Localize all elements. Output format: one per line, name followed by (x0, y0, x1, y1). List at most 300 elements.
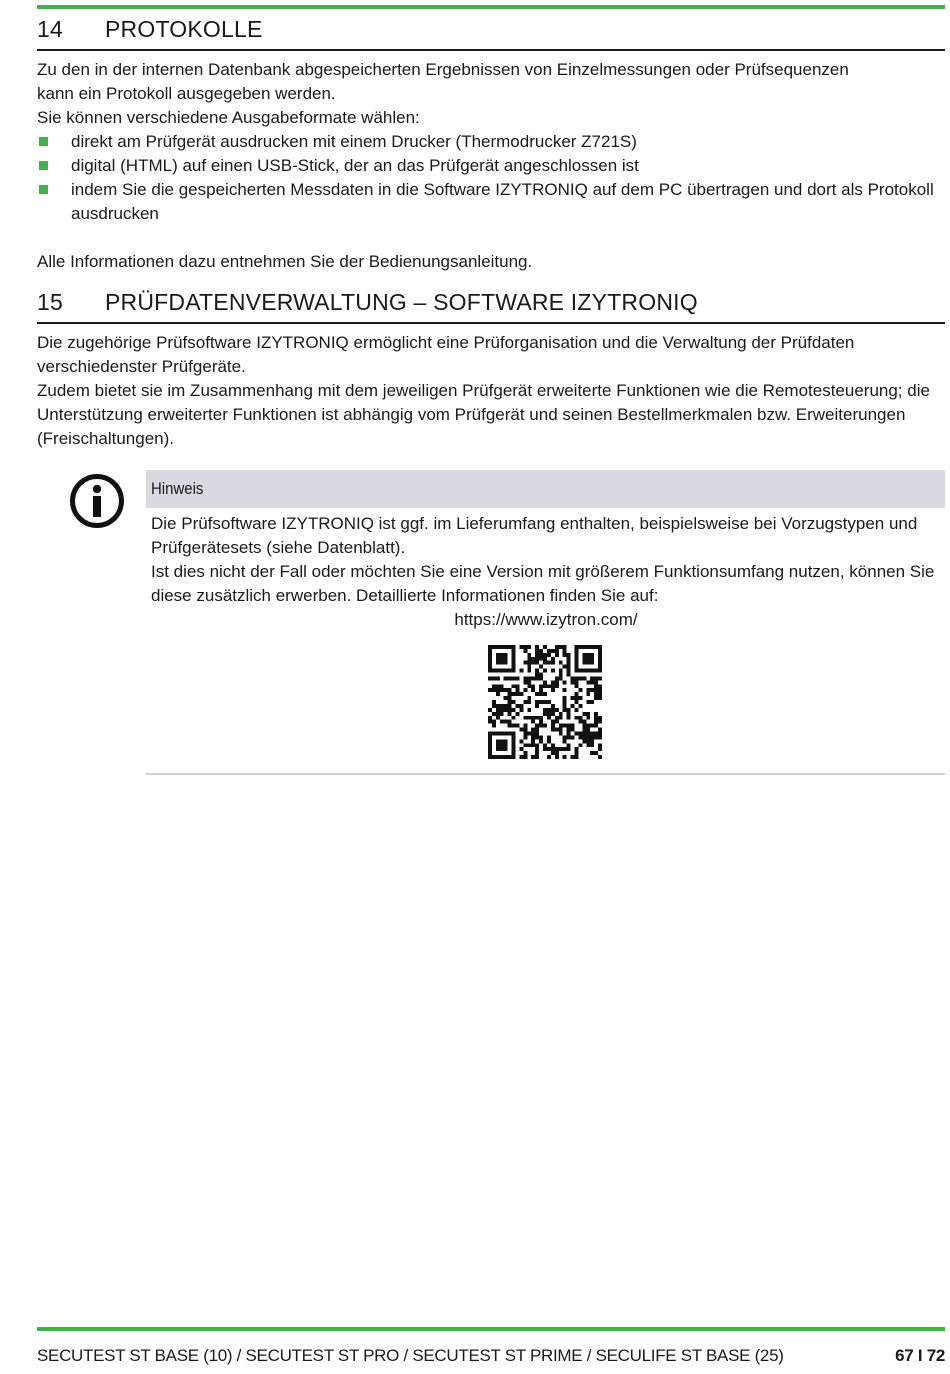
qr-module (590, 680, 594, 684)
qr-module (500, 661, 504, 665)
qr-module (551, 712, 555, 716)
qr-module (586, 669, 590, 673)
qr-module (512, 743, 516, 747)
qr-module (523, 724, 527, 728)
qr-module (504, 669, 508, 673)
qr-module (504, 743, 508, 747)
qr-module (594, 735, 598, 739)
qr-module (527, 661, 531, 665)
qr-module (567, 665, 571, 669)
qr-module (567, 731, 571, 735)
paragraph: Zudem bietet sie im Zusammenhang mit dem jeweiligen Prüfgerät erweiterte Funktionen wie die Remotesteuerung; die Unterstützung erweiterter Funktionen ist abhängig vom Prüfgerät und seinen Bestellmerkmalen bzw. Erweiterungen (Freischaltungen). (37, 381, 930, 448)
qr-module (496, 684, 500, 688)
qr-module (578, 731, 582, 735)
section-number: 14 (37, 16, 63, 42)
qr-module (559, 716, 563, 720)
qr-module (551, 649, 555, 653)
qr-module (527, 708, 531, 712)
footer-product-line: SECUTEST ST BASE (10) / SECUTEST ST PRO / SECUTEST ST PRIME / SECULIFE ST BASE (25) (37, 1346, 784, 1365)
qr-module (598, 720, 602, 724)
qr-module (551, 684, 555, 688)
qr-module (500, 747, 504, 751)
qr-module (535, 743, 539, 747)
qr-module (508, 676, 512, 680)
paragraph: Zu den in der internen Datenbank abgespeicherten Ergebnissen von Einzelmessungen oder Prüfsequenzen (37, 60, 849, 79)
qr-module (574, 669, 578, 673)
qr-module (512, 676, 516, 680)
qr-module (535, 700, 539, 704)
qr-module (547, 649, 551, 653)
qr-module (508, 720, 512, 724)
qr-module (527, 680, 531, 684)
qr-module (488, 645, 492, 649)
qr-module (523, 716, 527, 720)
qr-module (582, 731, 586, 735)
qr-module (504, 696, 508, 700)
qr-module (535, 751, 539, 755)
qr-module (539, 720, 543, 724)
top-accent-rule (37, 5, 945, 9)
qr-module (567, 673, 571, 677)
qr-module (590, 669, 594, 673)
qr-module (539, 716, 543, 720)
paragraph: Sie können verschiedene Ausgabeformate wählen: (37, 108, 420, 127)
qr-module (574, 657, 578, 661)
qr-module (559, 728, 563, 732)
qr-module (527, 731, 531, 735)
qr-module (488, 676, 492, 680)
qr-module (598, 688, 602, 692)
qr-module (531, 676, 535, 680)
qr-module (559, 731, 563, 735)
qr-module (582, 739, 586, 743)
qr-module (496, 653, 500, 657)
qr-module (574, 716, 578, 720)
qr-module (512, 649, 516, 653)
qr-module (488, 755, 492, 759)
qr-module (567, 724, 571, 728)
qr-module (531, 739, 535, 743)
qr-module (508, 645, 512, 649)
qr-module (496, 692, 500, 696)
qr-module (574, 645, 578, 649)
paragraph: kann ein Protokoll ausgegeben werden. (37, 84, 336, 103)
qr-module (488, 735, 492, 739)
section-protokolle (37, 16, 945, 274)
qr-module (567, 653, 571, 657)
qr-module (594, 720, 598, 724)
qr-module (512, 747, 516, 751)
qr-module (574, 696, 578, 700)
qr-module (492, 669, 496, 673)
qr-module (543, 657, 547, 661)
qr-module (500, 712, 504, 716)
qr-module (539, 692, 543, 696)
qr-module (488, 731, 492, 735)
qr-module (574, 649, 578, 653)
qr-module (574, 708, 578, 712)
qr-module (492, 688, 496, 692)
qr-module (586, 653, 590, 657)
note-header (146, 470, 945, 508)
qr-module (582, 657, 586, 661)
qr-module (574, 680, 578, 684)
qr-module (594, 645, 598, 649)
qr-module (590, 735, 594, 739)
qr-module (492, 700, 496, 704)
section-title: PROTOKOLLE (105, 16, 263, 42)
qr-module (535, 692, 539, 696)
qr-module (535, 747, 539, 751)
qr-module (516, 724, 520, 728)
qr-module (535, 731, 539, 735)
qr-module (523, 700, 527, 704)
qr-module (598, 735, 602, 739)
qr-module (567, 747, 571, 751)
qr-module (508, 669, 512, 673)
qr-module (500, 669, 504, 673)
qr-module (504, 704, 508, 708)
qr-module (574, 700, 578, 704)
qr-module (586, 688, 590, 692)
qr-module (559, 645, 563, 649)
qr-module (519, 755, 523, 759)
qr-module (535, 728, 539, 732)
qr-module (539, 735, 543, 739)
qr-module (523, 735, 527, 739)
qr-module (527, 653, 531, 657)
qr-module (578, 669, 582, 673)
qr-module (539, 688, 543, 692)
qr-module (516, 712, 520, 716)
qr-module (586, 661, 590, 665)
qr-module (543, 684, 547, 688)
qr-module (582, 720, 586, 724)
paragraph: Alle Informationen dazu entnehmen Sie der Bedienungsanleitung. (37, 252, 533, 271)
note-box (146, 470, 945, 632)
qr-module (496, 676, 500, 680)
qr-module (555, 755, 559, 759)
qr-module (582, 724, 586, 728)
qr-module (523, 755, 527, 759)
qr-module (598, 716, 602, 720)
qr-module (488, 669, 492, 673)
qr-module (523, 743, 527, 747)
website-link[interactable]: https://www.izytron.com/ (454, 610, 638, 629)
qr-module (559, 676, 563, 680)
qr-module (531, 688, 535, 692)
qr-module (508, 688, 512, 692)
qr-module (508, 700, 512, 704)
qr-module (598, 676, 602, 680)
qr-module (527, 645, 531, 649)
qr-module (547, 700, 551, 704)
qr-module (527, 696, 531, 700)
qr-module (496, 688, 500, 692)
qr-module (598, 665, 602, 669)
qr-module (543, 680, 547, 684)
qr-module (594, 731, 598, 735)
qr-module (531, 684, 535, 688)
qr-module (586, 739, 590, 743)
qr-module (527, 657, 531, 661)
qr-module (496, 743, 500, 747)
qr-module (504, 720, 508, 724)
qr-module (508, 712, 512, 716)
qr-module (523, 676, 527, 680)
qr-module (598, 755, 602, 759)
qr-module (543, 747, 547, 751)
qr-module (563, 747, 567, 751)
qr-module (519, 692, 523, 696)
qr-module (539, 700, 543, 704)
qr-module (571, 680, 575, 684)
qr-module (488, 665, 492, 669)
qr-module (586, 680, 590, 684)
qr-module (488, 743, 492, 747)
qr-module (543, 724, 547, 728)
qr-module (500, 653, 504, 657)
qr-module (539, 676, 543, 680)
qr-module (492, 720, 496, 724)
list-item (37, 154, 945, 178)
qr-module (555, 751, 559, 755)
qr-module (516, 688, 520, 692)
qr-module (567, 728, 571, 732)
section-title: PRÜFDATENVERWALTUNG – SOFTWARE IZYTRONIQ (105, 289, 698, 315)
qr-module (523, 649, 527, 653)
qr-module (500, 688, 504, 692)
qr-module (547, 755, 551, 759)
qr-module (535, 645, 539, 649)
square-bullet-icon (39, 137, 48, 146)
qr-module (504, 661, 508, 665)
qr-module (504, 708, 508, 712)
qr-module (578, 735, 582, 739)
note-bottom-rule (146, 773, 945, 775)
qr-module (590, 645, 594, 649)
qr-module (567, 708, 571, 712)
qr-module (512, 684, 516, 688)
qr-code-icon (488, 645, 602, 759)
qr-module (594, 724, 598, 728)
qr-module (574, 684, 578, 688)
qr-module (496, 747, 500, 751)
square-bullet-icon (39, 161, 48, 170)
qr-module (500, 720, 504, 724)
qr-module (504, 688, 508, 692)
qr-module (590, 724, 594, 728)
qr-module (512, 700, 516, 704)
qr-module (500, 645, 504, 649)
qr-module (512, 708, 516, 712)
qr-module (496, 645, 500, 649)
qr-module (535, 716, 539, 720)
qr-module (539, 684, 543, 688)
qr-module (598, 692, 602, 696)
qr-module (551, 720, 555, 724)
qr-module (519, 708, 523, 712)
qr-module (582, 661, 586, 665)
qr-module (539, 653, 543, 657)
qr-module (582, 669, 586, 673)
qr-module (527, 716, 531, 720)
qr-module (539, 665, 543, 669)
qr-module (539, 649, 543, 653)
qr-module (586, 645, 590, 649)
list-item-text: direkt am Prüfgerät ausdrucken mit einem Drucker (Thermodrucker Z721S) (71, 132, 637, 151)
qr-module (590, 731, 594, 735)
qr-module (488, 708, 492, 712)
qr-module (578, 645, 582, 649)
qr-module (488, 739, 492, 743)
qr-module (500, 739, 504, 743)
page-number: 67 I 72 (895, 1346, 945, 1365)
qr-module (547, 653, 551, 657)
qr-module (535, 649, 539, 653)
qr-module (523, 680, 527, 684)
qr-module (594, 669, 598, 673)
qr-module (594, 680, 598, 684)
qr-module (516, 684, 520, 688)
qr-module (563, 665, 567, 669)
qr-module (535, 755, 539, 759)
qr-module (519, 669, 523, 673)
qr-module (590, 653, 594, 657)
qr-module (547, 708, 551, 712)
qr-module (519, 645, 523, 649)
qr-module (574, 676, 578, 680)
qr-module (574, 653, 578, 657)
qr-module (527, 684, 531, 688)
qr-module (523, 688, 527, 692)
qr-module (563, 696, 567, 700)
note-header-label: Hinweis (151, 479, 204, 498)
qr-module (559, 669, 563, 673)
qr-module (488, 747, 492, 751)
qr-module (504, 645, 508, 649)
qr-module (586, 731, 590, 735)
qr-module (492, 724, 496, 728)
bottom-accent-rule (37, 1327, 945, 1331)
qr-module (504, 731, 508, 735)
qr-module (508, 692, 512, 696)
qr-module (582, 676, 586, 680)
section-number: 15 (37, 289, 63, 315)
qr-module (488, 716, 492, 720)
qr-module (594, 688, 598, 692)
qr-module (590, 661, 594, 665)
qr-module (531, 743, 535, 747)
qr-module (586, 724, 590, 728)
qr-module (594, 716, 598, 720)
qr-module (594, 751, 598, 755)
qr-module (567, 735, 571, 739)
qr-module (531, 720, 535, 724)
qr-module (488, 688, 492, 692)
qr-module (535, 724, 539, 728)
qr-module (594, 712, 598, 716)
qr-module (496, 661, 500, 665)
qr-module (496, 755, 500, 759)
note-body (146, 508, 945, 632)
qr-module (555, 676, 559, 680)
qr-module (571, 704, 575, 708)
qr-module (496, 704, 500, 708)
qr-module (539, 657, 543, 661)
qr-module (523, 731, 527, 735)
qr-module (582, 735, 586, 739)
qr-module (598, 649, 602, 653)
qr-module (586, 692, 590, 696)
qr-module (543, 692, 547, 696)
qr-module (574, 747, 578, 751)
qr-module (555, 708, 559, 712)
qr-module (500, 708, 504, 712)
qr-module (574, 731, 578, 735)
qr-module (523, 661, 527, 665)
note-text: Ist dies nicht der Fall oder möchten Sie eine Version mit größerem Funktionsumfang nutzen, können Sie diese zusätzlich erwerben. Detaillierte Informationen finden Sie auf: (151, 562, 935, 605)
qr-module (563, 735, 567, 739)
list-item (37, 178, 945, 226)
qr-module (496, 669, 500, 673)
qr-module (508, 708, 512, 712)
qr-module (508, 704, 512, 708)
qr-module (555, 716, 559, 720)
qr-module (555, 645, 559, 649)
qr-module (519, 704, 523, 708)
qr-module (551, 661, 555, 665)
qr-module (586, 743, 590, 747)
qr-module (598, 743, 602, 747)
qr-module (567, 712, 571, 716)
qr-module (500, 731, 504, 735)
qr-module (543, 743, 547, 747)
qr-module (531, 755, 535, 759)
qr-module (598, 661, 602, 665)
qr-module (551, 657, 555, 661)
qr-module (559, 724, 563, 728)
qr-module (551, 747, 555, 751)
qr-module (598, 657, 602, 661)
qr-module (578, 720, 582, 724)
list-item-text: indem Sie die gespeicherten Messdaten in die Software IZYTRONIQ auf dem PC übertragen und dort als Protokoll ausdrucken (71, 180, 934, 223)
qr-module (496, 739, 500, 743)
qr-module (531, 728, 535, 732)
qr-module (504, 747, 508, 751)
qr-module (586, 728, 590, 732)
qr-module (598, 669, 602, 673)
qr-module (567, 716, 571, 720)
qr-module (512, 657, 516, 661)
qr-module (500, 704, 504, 708)
qr-module (590, 743, 594, 747)
qr-module (551, 708, 555, 712)
qr-module (598, 684, 602, 688)
qr-module (594, 676, 598, 680)
qr-module (563, 724, 567, 728)
qr-module (512, 669, 516, 673)
qr-module (586, 657, 590, 661)
qr-module (563, 649, 567, 653)
qr-module (571, 735, 575, 739)
qr-module (555, 649, 559, 653)
qr-module (516, 692, 520, 696)
qr-module (523, 645, 527, 649)
qr-module (563, 680, 567, 684)
qr-module (516, 676, 520, 680)
info-icon (69, 473, 125, 529)
